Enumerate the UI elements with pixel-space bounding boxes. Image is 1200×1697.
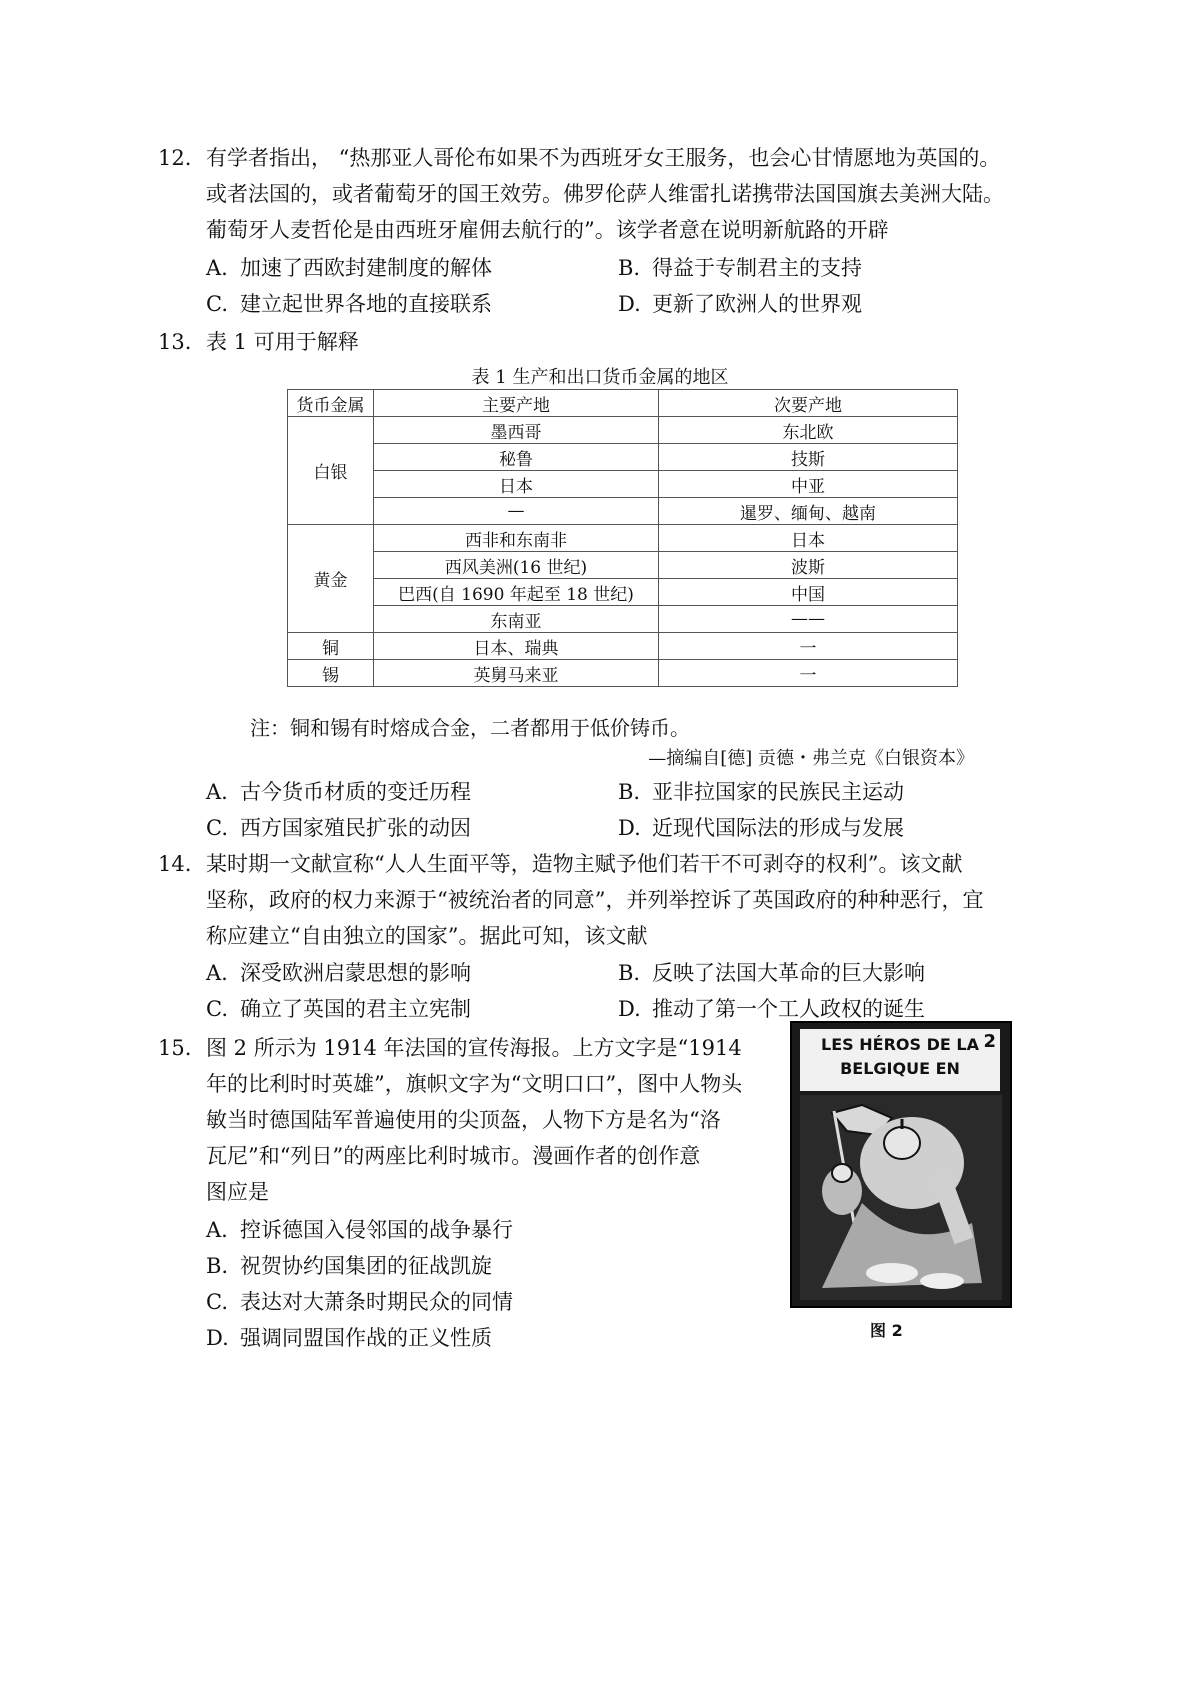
table-note: 注：铜和锡有时熔成合金，二者都用于低价铸币。 (250, 716, 690, 740)
option-a[interactable]: A. 深受欧洲启蒙思想的影响 (206, 961, 471, 985)
table-cell: — (374, 498, 659, 525)
table-cell: 巴西(自 1690 年起至 18 世纪) (374, 579, 659, 606)
option-c[interactable]: C. 确立了英国的君主立宪制 (206, 997, 471, 1021)
table-cell: 一 (659, 633, 958, 660)
option-a[interactable]: A. 控诉德国入侵邻国的战争暴行 (206, 1218, 513, 1242)
question-number: 15. (158, 1036, 192, 1060)
option-c[interactable]: C. 西方国家殖民扩张的动因 (206, 816, 471, 840)
table-cell: 日本、瑞典 (374, 633, 659, 660)
table-row (288, 417, 958, 444)
question-stem-line: 称应建立“自由独立的国家”。据此可知，该文献 (206, 924, 648, 948)
option-a[interactable]: A. 古今货币材质的变迁历程 (206, 780, 471, 804)
question-stem-line: 葡萄牙人麦哲伦是由西班牙雇佣去航行的”。该学者意在说明新航路的开辟 (206, 218, 889, 242)
question-15-options (206, 1212, 513, 1356)
table-row (288, 606, 958, 633)
question-12-options (206, 250, 862, 322)
table-cell: 波斯 (659, 552, 958, 579)
soldier-illustration (792, 1023, 1010, 1306)
question-stem-line: 表 1 可用于解释 (206, 330, 359, 354)
table-cell: 西非和东南非 (374, 525, 659, 552)
metal-cell: 锡 (288, 660, 374, 687)
table-row (288, 579, 958, 606)
metal-cell: 铜 (288, 633, 374, 660)
option-d[interactable]: D. 推动了第一个工人政权的诞生 (618, 997, 925, 1021)
question-number: 14. (158, 852, 192, 876)
option-c[interactable]: C. 建立起世界各地的直接联系 (206, 292, 492, 316)
option-b[interactable]: B. 亚非拉国家的民族民主运动 (618, 780, 904, 804)
question-stem-line: 瓦尼”和“列日”的两座比利时城市。漫画作者的创作意 (206, 1144, 701, 1168)
table-header-row (288, 390, 958, 417)
question-stem-line: 图应是 (206, 1180, 269, 1204)
metal-cell: 白银 (288, 417, 374, 525)
question-13 (158, 324, 359, 360)
option-d[interactable]: D. 近现代国际法的形成与发展 (618, 816, 904, 840)
table-header-cell: 主要产地 (374, 390, 659, 417)
table-cell: 墨西哥 (374, 417, 659, 444)
table-row (288, 552, 958, 579)
table-cell: 东南亚 (374, 606, 659, 633)
question-15 (158, 1030, 742, 1210)
table-cell: —— (659, 606, 958, 633)
question-13-options (206, 774, 904, 846)
option-b[interactable]: B. 反映了法国大革命的巨大影响 (618, 961, 925, 985)
question-stem-line: 坚称，政府的权力来源于“被统治者的同意”，并列举控诉了英国政府的种种恶行，宜 (206, 888, 984, 912)
table-cell: 中国 (659, 579, 958, 606)
table-row (288, 471, 958, 498)
figure-caption: 图 2 (870, 1321, 903, 1340)
option-d[interactable]: D. 强调同盟国作战的正义性质 (206, 1326, 492, 1350)
table-header-cell: 货币金属 (288, 390, 374, 417)
question-number: 13. (158, 330, 192, 354)
poster-title: LES HÉROS DE LA BELGIQUE EN (821, 1035, 979, 1078)
question-14 (158, 846, 983, 954)
table-row (288, 444, 958, 471)
question-stem-line: 图 2 所示为 1914 年法国的宣传海报。上方文字是“1914 (206, 1036, 742, 1060)
propaganda-poster (790, 1021, 1012, 1308)
table-header-cell: 次要产地 (659, 390, 958, 417)
question-stem-line: 年的比利时时英雄”，旗帜文字为“文明口口”，图中人物头 (206, 1072, 743, 1096)
table-cell: 东北欧 (659, 417, 958, 444)
question-stem-line: 敏当时德国陆军普遍使用的尖顶盔，人物下方是名为“洛 (206, 1108, 721, 1132)
option-c[interactable]: C. 表达对大萧条时期民众的同情 (206, 1290, 513, 1314)
metal-cell: 黄金 (288, 525, 374, 633)
poster-corner-mark: 2 (983, 1031, 996, 1052)
option-a[interactable]: A. 加速了西欧封建制度的解体 (206, 256, 492, 280)
question-12 (158, 140, 1004, 248)
table-cell: 西风美洲(16 世纪) (374, 552, 659, 579)
table-cell: 中亚 (659, 471, 958, 498)
table-cell: 一 (659, 660, 958, 687)
question-number: 12. (158, 146, 192, 170)
question-stem-line: 或者法国的，或者葡萄牙的国王效劳。佛罗伦萨人维雷扎诺携带法国国旗去美洲大陆。 (206, 182, 1004, 206)
question-14-options (206, 955, 925, 1027)
question-stem-line: 有学者指出， “热那亚人哥伦布如果不为西班牙女王服务，也会心甘情愿地为英国的。 (206, 146, 1001, 170)
table-cell: 英舅马来亚 (374, 660, 659, 687)
table-caption: 表 1 生产和出口货币金属的地区 (471, 367, 729, 388)
table-row (288, 660, 958, 687)
table-cell: 日本 (659, 525, 958, 552)
table-cell: 秘鲁 (374, 444, 659, 471)
option-d[interactable]: D. 更新了欧洲人的世界观 (618, 292, 862, 316)
table-cell: 日本 (374, 471, 659, 498)
table-row (288, 633, 958, 660)
table-cell: 技斯 (659, 444, 958, 471)
table-cell: 暹罗、缅甸、越南 (659, 498, 958, 525)
table-row (288, 498, 958, 525)
option-b[interactable]: B. 祝贺协约国集团的征战凯旋 (206, 1254, 492, 1278)
table-source: —摘编自[德] 贡德・弗兰克《白银资本》 (648, 748, 974, 769)
question-stem-line: 某时期一文献宣称“人人生面平等，造物主赋予他们若干不可剥夺的权利”。该文献 (206, 852, 963, 876)
table-row (288, 525, 958, 552)
metals-table (287, 389, 958, 687)
option-b[interactable]: B. 得益于专制君主的支持 (618, 256, 862, 280)
